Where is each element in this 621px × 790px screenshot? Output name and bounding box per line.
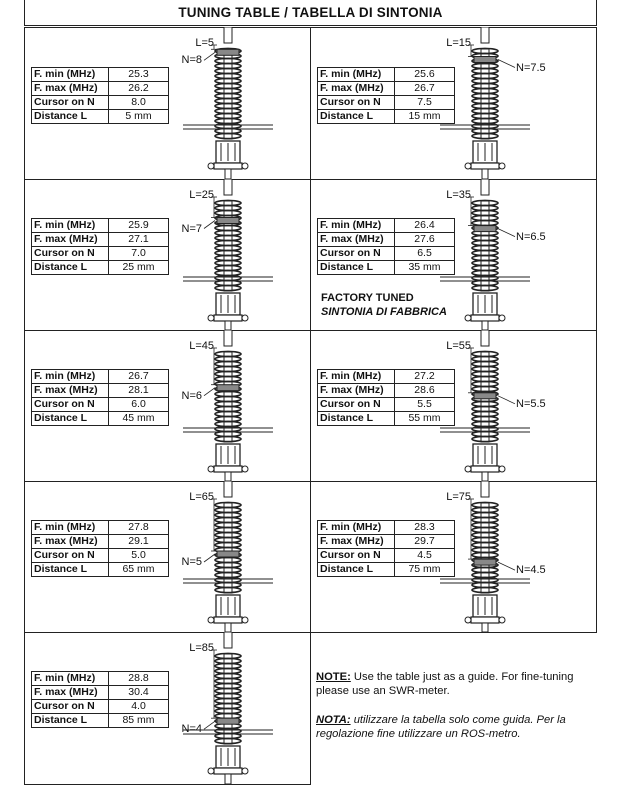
clamp-screw bbox=[499, 315, 505, 321]
row-value: 29.1 bbox=[109, 535, 169, 549]
row-value: 28.1 bbox=[109, 384, 169, 398]
row-value: 28.6 bbox=[395, 384, 455, 398]
mast-rod bbox=[482, 321, 488, 330]
whip-rod bbox=[224, 481, 232, 497]
antenna-coil-diagram bbox=[183, 330, 273, 481]
distance-label: L=5 bbox=[195, 37, 214, 49]
note-italian bbox=[316, 713, 606, 741]
row-label: F. max (MHz) bbox=[318, 233, 395, 247]
row-value: 6.0 bbox=[109, 398, 169, 412]
cursor-turn-label: N=7.5 bbox=[516, 61, 546, 74]
clamp-screw bbox=[208, 315, 214, 321]
nota-heading: NOTA: bbox=[316, 714, 351, 726]
mast-rod bbox=[482, 472, 488, 481]
clamp-screw bbox=[465, 466, 471, 472]
fmin-row bbox=[318, 68, 455, 82]
clamp-screw bbox=[242, 768, 248, 774]
cursor-turn-label: N=7 bbox=[181, 222, 202, 235]
cursor-leader-line bbox=[498, 562, 515, 570]
tuning-cursor bbox=[217, 218, 239, 224]
fmin-row bbox=[318, 370, 455, 384]
cursor-row bbox=[32, 398, 169, 412]
mast-rod bbox=[482, 623, 488, 632]
clamp-ring bbox=[214, 617, 242, 623]
row-label: F. max (MHz) bbox=[32, 233, 109, 247]
row-value: 25.6 bbox=[395, 68, 455, 82]
row-label: Cursor on N bbox=[32, 398, 109, 412]
tuning-cursor bbox=[217, 385, 239, 391]
clamp-ring bbox=[471, 163, 499, 169]
row-value: 30.4 bbox=[109, 686, 169, 700]
whip-rod bbox=[481, 330, 489, 346]
cursor-row bbox=[318, 549, 455, 563]
cursor-turn-label: N=5 bbox=[181, 556, 202, 568]
row-value: 25.3 bbox=[109, 68, 169, 82]
row-value: 15 mm bbox=[395, 110, 455, 124]
row-label: F. max (MHz) bbox=[318, 384, 395, 398]
row-label: F. min (MHz) bbox=[32, 219, 109, 233]
clamp-screw bbox=[499, 617, 505, 623]
fmax-row bbox=[318, 82, 455, 96]
fmax-row bbox=[32, 686, 169, 700]
row-value: 7.5 bbox=[395, 96, 455, 110]
row-label: Distance L bbox=[32, 714, 109, 728]
fmax-row bbox=[32, 82, 169, 96]
row-label: F. max (MHz) bbox=[318, 535, 395, 549]
tuning-cursor bbox=[217, 49, 239, 55]
row-label: Distance L bbox=[318, 110, 395, 124]
fmax-row bbox=[318, 233, 455, 247]
cursor-turn-label: N=4.5 bbox=[516, 564, 546, 577]
cursor-row bbox=[32, 700, 169, 714]
tuning-spec-table bbox=[31, 67, 169, 124]
distance-label: L=15 bbox=[446, 37, 471, 49]
tuning-spec-table bbox=[317, 520, 455, 577]
row-value: 27.6 bbox=[395, 233, 455, 247]
cursor-leader-line bbox=[204, 388, 215, 396]
clamp-screw bbox=[208, 466, 214, 472]
cursor-row bbox=[32, 96, 169, 110]
fmin-row bbox=[32, 370, 169, 384]
cursor-leader-line bbox=[498, 60, 515, 68]
row-label: Distance L bbox=[318, 563, 395, 577]
tuning-spec-table bbox=[317, 369, 455, 426]
distance-row bbox=[318, 412, 455, 426]
row-label: Distance L bbox=[32, 110, 109, 124]
fmin-row bbox=[32, 68, 169, 82]
clamp-screw bbox=[242, 315, 248, 321]
row-label: F. min (MHz) bbox=[318, 219, 395, 233]
fmax-row bbox=[318, 384, 455, 398]
row-label: Distance L bbox=[318, 412, 395, 426]
row-label: F. min (MHz) bbox=[318, 68, 395, 82]
row-value: 5.0 bbox=[109, 549, 169, 563]
clamp-ring bbox=[214, 466, 242, 472]
factory-tuned-it: SINTONIA DI FABBRICA bbox=[321, 306, 447, 318]
row-value: 5.5 bbox=[395, 398, 455, 412]
row-value: 75 mm bbox=[395, 563, 455, 577]
note-text: Use the table just as a guide. For fine-tuning please use an SWR-meter. bbox=[316, 671, 574, 697]
tuning-cursor bbox=[474, 57, 496, 63]
clamp-ring bbox=[214, 315, 242, 321]
tuning-spec-table bbox=[31, 369, 169, 426]
row-label: Cursor on N bbox=[32, 700, 109, 714]
fmax-row bbox=[318, 535, 455, 549]
tuning-spec-table bbox=[317, 67, 455, 124]
row-label: Distance L bbox=[32, 563, 109, 577]
tuning-cursor bbox=[217, 551, 239, 557]
clamp-ring bbox=[471, 466, 499, 472]
distance-row bbox=[32, 563, 169, 577]
row-label: F. min (MHz) bbox=[318, 370, 395, 384]
factory-tuned-en: FACTORY TUNED bbox=[321, 292, 414, 304]
clamp-ring bbox=[471, 617, 499, 623]
row-label: F. max (MHz) bbox=[32, 686, 109, 700]
mast-rod bbox=[225, 774, 231, 784]
distance-label: L=35 bbox=[446, 189, 471, 201]
row-label: F. min (MHz) bbox=[32, 370, 109, 384]
cursor-leader-line bbox=[204, 721, 215, 729]
row-value: 55 mm bbox=[395, 412, 455, 426]
row-value: 4.0 bbox=[109, 700, 169, 714]
cursor-leader-line bbox=[204, 554, 215, 562]
fmax-row bbox=[32, 384, 169, 398]
distance-label: L=55 bbox=[446, 340, 471, 352]
whip-rod bbox=[224, 179, 232, 195]
cursor-leader-line bbox=[204, 52, 215, 60]
antenna-coil-diagram bbox=[183, 632, 273, 784]
row-label: F. max (MHz) bbox=[32, 535, 109, 549]
cursor-row bbox=[32, 549, 169, 563]
row-value: 27.2 bbox=[395, 370, 455, 384]
clamp-screw bbox=[499, 466, 505, 472]
distance-row bbox=[32, 412, 169, 426]
antenna-coil-diagram bbox=[183, 27, 273, 179]
fmin-row bbox=[32, 521, 169, 535]
cursor-row bbox=[318, 247, 455, 261]
distance-label: L=75 bbox=[446, 491, 471, 503]
row-label: F. min (MHz) bbox=[32, 521, 109, 535]
distance-row bbox=[32, 714, 169, 728]
row-value: 25 mm bbox=[109, 261, 169, 275]
tuning-spec-table bbox=[317, 218, 455, 275]
mast-rod bbox=[225, 321, 231, 330]
row-value: 26.7 bbox=[395, 82, 455, 96]
tuning-cursor bbox=[474, 559, 496, 565]
cursor-turn-label: N=8 bbox=[181, 54, 202, 67]
fmin-row bbox=[32, 219, 169, 233]
row-value: 25.9 bbox=[109, 219, 169, 233]
row-value: 28.8 bbox=[109, 672, 169, 686]
tuning-cursor bbox=[474, 226, 496, 232]
clamp-screw bbox=[242, 617, 248, 623]
clamp-screw bbox=[208, 768, 214, 774]
mast-rod bbox=[225, 623, 231, 632]
distance-label: L=85 bbox=[189, 642, 214, 654]
row-value: 26.2 bbox=[109, 82, 169, 96]
cursor-row bbox=[32, 247, 169, 261]
row-value: 28.3 bbox=[395, 521, 455, 535]
row-value: 27.8 bbox=[109, 521, 169, 535]
clamp-screw bbox=[208, 163, 214, 169]
row-label: Cursor on N bbox=[318, 398, 395, 412]
note-heading: NOTE: bbox=[316, 671, 351, 683]
row-label: Cursor on N bbox=[32, 247, 109, 261]
row-label: Distance L bbox=[32, 412, 109, 426]
distance-row bbox=[32, 261, 169, 275]
factory-tuned-label bbox=[321, 291, 447, 319]
distance-row bbox=[318, 563, 455, 577]
clamp-screw bbox=[465, 315, 471, 321]
row-value: 7.0 bbox=[109, 247, 169, 261]
row-value: 4.5 bbox=[395, 549, 455, 563]
row-value: 26.7 bbox=[109, 370, 169, 384]
distance-row bbox=[32, 110, 169, 124]
row-label: F. max (MHz) bbox=[32, 82, 109, 96]
row-label: F. min (MHz) bbox=[318, 521, 395, 535]
clamp-screw bbox=[242, 466, 248, 472]
row-label: Cursor on N bbox=[318, 96, 395, 110]
cursor-turn-label: N=6.5 bbox=[516, 230, 546, 243]
cursor-turn-label: N=4 bbox=[181, 723, 202, 736]
whip-rod bbox=[224, 632, 232, 648]
clamp-screw bbox=[208, 617, 214, 623]
row-value: 6.5 bbox=[395, 247, 455, 261]
row-value: 27.1 bbox=[109, 233, 169, 247]
tuning-spec-table bbox=[31, 218, 169, 275]
cursor-leader-line bbox=[204, 221, 215, 229]
fmax-row bbox=[32, 535, 169, 549]
cursor-row bbox=[318, 96, 455, 110]
cursor-turn-label: N=5.5 bbox=[516, 397, 546, 410]
clamp-ring bbox=[214, 768, 242, 774]
clamp-ring bbox=[471, 315, 499, 321]
whip-rod bbox=[481, 481, 489, 497]
row-label: F. min (MHz) bbox=[32, 672, 109, 686]
clamp-screw bbox=[242, 163, 248, 169]
cursor-leader-line bbox=[498, 396, 515, 404]
cursor-turn-label: N=6 bbox=[181, 389, 202, 402]
whip-rod bbox=[224, 27, 232, 43]
tuning-cursor bbox=[217, 718, 239, 724]
fmin-row bbox=[318, 521, 455, 535]
nota-text: utilizzare la tabella solo come guida. Per la regolazione fine utilizzare un ROS-metro. bbox=[316, 714, 566, 740]
distance-label: L=45 bbox=[189, 340, 214, 352]
distance-label: L=65 bbox=[189, 491, 214, 503]
fmax-row bbox=[32, 233, 169, 247]
antenna-coil-diagram bbox=[183, 179, 273, 330]
clamp-screw bbox=[465, 163, 471, 169]
row-label: F. min (MHz) bbox=[32, 68, 109, 82]
clamp-ring bbox=[214, 163, 242, 169]
mast-rod bbox=[225, 472, 231, 481]
row-label: Distance L bbox=[32, 261, 109, 275]
row-label: Cursor on N bbox=[318, 549, 395, 563]
row-label: Distance L bbox=[318, 261, 395, 275]
page-title: TUNING TABLE / TABELLA DI SINTONIA bbox=[24, 0, 597, 26]
distance-row bbox=[318, 261, 455, 275]
tuning-spec-table bbox=[31, 520, 169, 577]
clamp-screw bbox=[465, 617, 471, 623]
row-label: Cursor on N bbox=[32, 96, 109, 110]
antenna-coil-diagram bbox=[440, 27, 530, 179]
row-value: 29.7 bbox=[395, 535, 455, 549]
mast-rod bbox=[482, 169, 488, 179]
cursor-row bbox=[318, 398, 455, 412]
antenna-coil-diagram bbox=[440, 481, 530, 632]
row-value: 8.0 bbox=[109, 96, 169, 110]
cursor-leader-line bbox=[498, 229, 515, 237]
row-label: Cursor on N bbox=[318, 247, 395, 261]
clamp-screw bbox=[499, 163, 505, 169]
whip-rod bbox=[481, 27, 489, 43]
fmin-row bbox=[318, 219, 455, 233]
row-value: 5 mm bbox=[109, 110, 169, 124]
whip-rod bbox=[224, 330, 232, 346]
whip-rod bbox=[481, 179, 489, 195]
tuning-cursor bbox=[474, 393, 496, 399]
antenna-coil-diagram bbox=[440, 179, 530, 330]
row-value: 85 mm bbox=[109, 714, 169, 728]
row-value: 26.4 bbox=[395, 219, 455, 233]
row-value: 65 mm bbox=[109, 563, 169, 577]
row-label: Cursor on N bbox=[32, 549, 109, 563]
row-value: 35 mm bbox=[395, 261, 455, 275]
note-english bbox=[316, 670, 602, 698]
fmin-row bbox=[32, 672, 169, 686]
mast-rod bbox=[225, 169, 231, 179]
row-label: F. max (MHz) bbox=[318, 82, 395, 96]
distance-label: L=25 bbox=[189, 189, 214, 201]
distance-row bbox=[318, 110, 455, 124]
row-value: 45 mm bbox=[109, 412, 169, 426]
table-cell bbox=[310, 632, 597, 785]
tuning-spec-table bbox=[31, 671, 169, 728]
row-label: F. max (MHz) bbox=[32, 384, 109, 398]
